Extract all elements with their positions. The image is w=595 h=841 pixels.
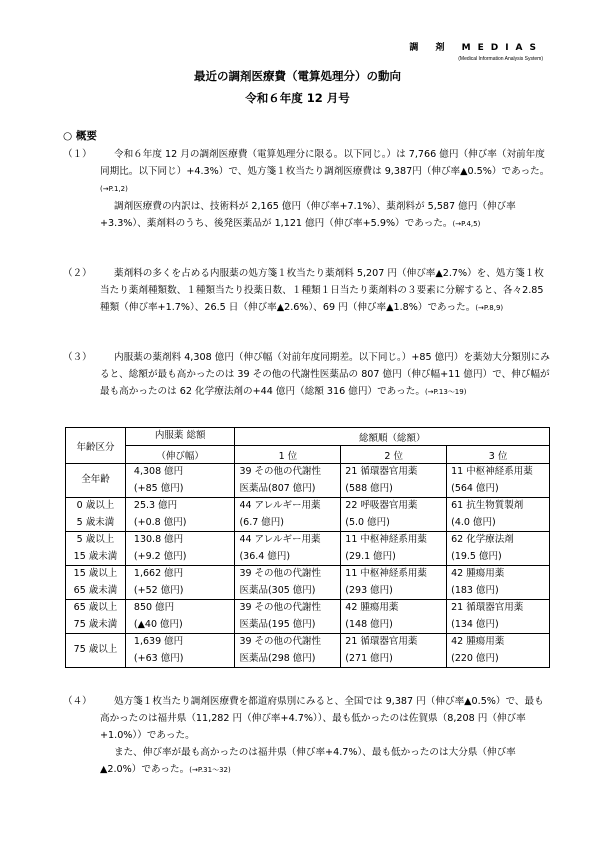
rank-3-cell: 21 循環器官用薬 (134 億円)	[447, 600, 550, 634]
age-cell: 全年齢	[66, 464, 126, 498]
table-row	[66, 634, 550, 668]
rank-1-cell: 44 アレルギー用薬 (36.4 億円)	[235, 532, 341, 566]
paragraph-1-breakdown: 調剤医療費の内訳は、技術料が 2,165 億円（伸び率+7.1%）、薬剤料が 5,587 億円（伸び率+3.3%）、薬剤料のうち、後発医薬品が 1,121 億円（伸び率+5.9%）であった。(→P.4,5)	[100, 201, 516, 229]
report-title: 最近の調剤医療費（電算処理分）の動向	[194, 69, 401, 83]
table-row	[66, 600, 550, 634]
header-amount-diff: （伸び幅）	[125, 446, 235, 464]
rank-2-cell: 42 腫瘍用薬 (148 億円)	[341, 600, 447, 634]
paragraph-4-number: （４）	[63, 696, 92, 707]
table-header-row	[66, 428, 550, 446]
report-subtitle: 令和６年度 12 月号	[245, 91, 350, 105]
section-heading: ○ 概要	[63, 130, 97, 142]
amount-cell: 25.3 億円 (+0.8 億円)	[125, 498, 235, 532]
rank-1-cell: 39 その他の代謝性 医薬品(195 億円)	[235, 600, 341, 634]
amount-cell: 1,639 億円 (+63 億円)	[125, 634, 235, 668]
age-cell: 5 歳以上 15 歳未満	[66, 532, 126, 566]
age-cell: 0 歳以上 5 歳未満	[66, 498, 126, 532]
publication-header	[409, 40, 543, 62]
rank-2-cell: 21 循環器官用薬 (588 億円)	[341, 464, 447, 498]
rank-2-cell: 22 呼吸器官用薬 (5.0 億円)	[341, 498, 447, 532]
paragraph-1	[63, 146, 550, 233]
paragraph-4-text: 処方箋１枚当たり調剤医療費を都道府県別にみると、全国では 9,387 円（伸び率▲0.5%）で、最も高かったのは福井県（11,282 円（伸び率+4.7%））、最も低かったのは佐賀県（8,208 円（伸び率+1.0%））であった。	[100, 696, 544, 741]
paragraph-3	[63, 349, 550, 401]
header-rank-1: 1 位	[235, 446, 341, 464]
rank-2-cell: 11 中枢神経系用薬 (29.1 億円)	[341, 532, 447, 566]
age-cell: 65 歳以上 75 歳未満	[66, 600, 126, 634]
rank-1-cell: 39 その他の代謝性 医薬品(807 億円)	[235, 464, 341, 498]
amount-cell: 130.8 億円 (+9.2 億円)	[125, 532, 235, 566]
paragraph-4	[63, 693, 550, 779]
table-row	[66, 532, 550, 566]
amount-cell: 4,308 億円 (+85 億円)	[125, 464, 235, 498]
rank-3-cell: 42 腫瘍用薬 (220 億円)	[447, 634, 550, 668]
age-cell: 15 歳以上 65 歳未満	[66, 566, 126, 600]
paragraph-1-number: （１）	[63, 149, 92, 160]
brand-name: 調 剤 MEDIAS	[409, 43, 543, 53]
table-row	[66, 498, 550, 532]
table-row	[66, 464, 550, 498]
paragraph-4-growth: また、伸び率が最も高かったのは福井県（伸び率+4.7%）、最も低かったのは大分県（伸び率▲2.0%）であった。(→P.31～32)	[100, 747, 516, 775]
rank-2-cell: 21 循環器官用薬 (271 億円)	[341, 634, 447, 668]
table-subheader-row	[66, 446, 550, 464]
table-body	[66, 464, 550, 668]
rank-2-cell: 11 中枢神経系用薬 (293 億円)	[341, 566, 447, 600]
paragraph-3-number: （３）	[63, 352, 92, 363]
rank-1-cell: 44 アレルギー用薬 (6.7 億円)	[235, 498, 341, 532]
rank-3-cell: 11 中枢神経系用薬 (564 億円)	[447, 464, 550, 498]
rank-3-cell: 42 腫瘍用薬 (183 億円)	[447, 566, 550, 600]
drug-cost-by-age-table	[65, 427, 550, 668]
paragraph-3-text: 内服薬の薬剤料 4,308 億円（伸び幅（対前年度同期差。以下同じ。）+85 億円）を薬効大分類別にみると、総額が最も高かったのは 39 その他の代謝性医薬品の 807 億円（伸び幅+11 億円）で、伸び幅が最も高かったのは 62 化学療法剤の+44 億円（総額 316 億円）であった。(→P.13～19)	[100, 352, 550, 397]
rank-1-cell: 39 その他の代謝性 医薬品(298 億円)	[235, 634, 341, 668]
rank-3-cell: 61 抗生物質製剤 (4.0 億円)	[447, 498, 550, 532]
header-rank-3: 3 位	[447, 446, 550, 464]
paragraph-2	[63, 265, 550, 317]
header-age: 年齢区分	[66, 428, 126, 464]
table-row	[66, 566, 550, 600]
amount-cell: 850 億円 (▲40 億円)	[125, 600, 235, 634]
paragraph-2-text: 薬剤料の多くを占める内服薬の処方箋１枚当たり薬剤料 5,207 円（伸び率▲2.7%）を、処方箋１枚当たり薬剤種類数、１種類当たり投薬日数、１種類１日当たり薬剤料の３要素に分解すると、各々2.85 種類（伸び率+1.7%）、26.5 日（伸び率▲2.6%）、69 円（伸び率▲1.8%）であった。(→P.8,9)	[100, 268, 544, 313]
brand-subtitle: (Medical Information Analysis System)	[458, 56, 543, 62]
header-rank: 総額順（総額）	[235, 428, 550, 446]
amount-cell: 1,662 億円 (+52 億円)	[125, 566, 235, 600]
header-rank-2: 2 位	[341, 446, 447, 464]
rank-1-cell: 39 その他の代謝性 医薬品(305 億円)	[235, 566, 341, 600]
age-cell: 75 歳以上	[66, 634, 126, 668]
paragraph-1-text: 令和６年度 12 月の調剤医療費（電算処理分に限る。以下同じ。）は 7,766 億円（伸び率（対前年度同期比。以下同じ）+4.3%）で、処方箋１枚当たり調剤医療費は 9,387円（伸び率▲0.5%）であった。(→P.1,2)	[100, 149, 550, 193]
header-amount: 内服薬 総額	[125, 428, 235, 446]
rank-3-cell: 62 化学療法剤 (19.5 億円)	[447, 532, 550, 566]
paragraph-2-number: （２）	[63, 268, 92, 279]
